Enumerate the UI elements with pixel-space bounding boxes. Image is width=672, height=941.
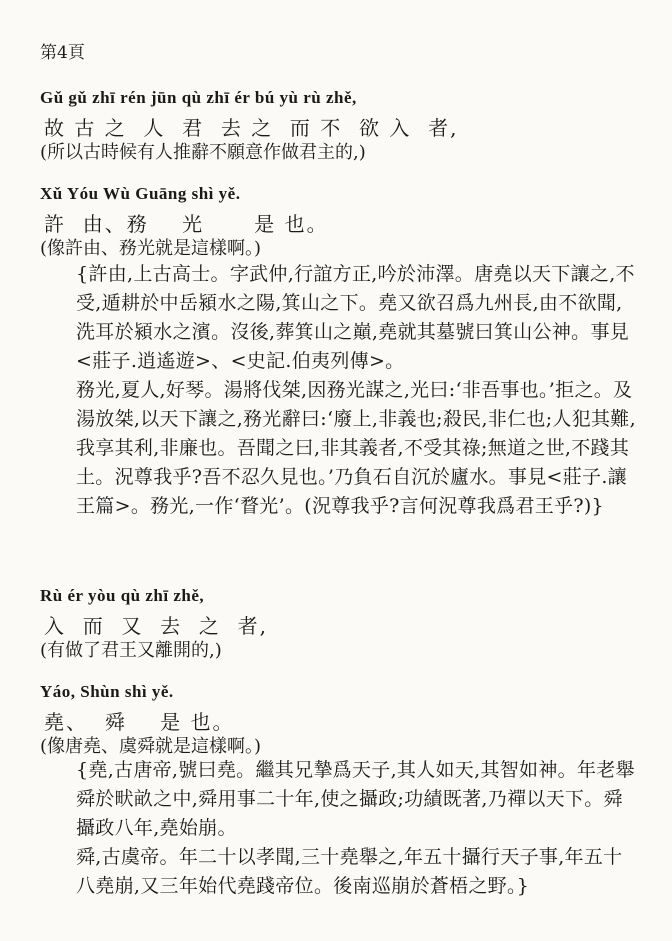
annotation-block	[76, 756, 636, 901]
annotation-paragraph: {許由,上古高士。字武仲,行誼方正,吟於沛澤。唐堯以天下讓之,不受,遁耕於中岳潁水之陽,箕山之下。堯又欲召爲九州長,由不欲聞,洗耳於潁水之濱。沒後,葬箕山之巔,堯就其墓號曰箕山公神。事見<莊子.逍遙遊>、<史記.伯夷列傳>。	[76, 263, 635, 372]
hanzi-line: 許 由、務 光 是 也。	[44, 212, 329, 236]
hanzi-line: 入 而 又 去 之 者,	[44, 614, 268, 638]
gloss-line: (像許由、務光就是這樣啊。)	[40, 238, 262, 259]
annotation-paragraph: 務光,夏人,好琴。湯將伐桀,因務光謀之,光曰:‘非吾事也。’拒之。及湯放桀,以天下讓之,務光辭曰:‘廢上,非義也;殺民,非仁也;人犯其難,我享其利,非廉也。吾聞之曰,非其義者,不受其祿;無道之世,不踐其土。況尊我乎?吾不忍久見也。’乃負石自沉於廬水。事見<莊子.讓王篇>。務光,一作‘瞀光’。(況尊我乎?言何況尊我爲君王乎?)}	[76, 379, 636, 517]
annotation-paragraph: {堯,古唐帝,號曰堯。繼其兄摯爲天子,其人如天,其智如神。年老舉舜於畎畝之中,舜用事二十年,使之攝政;功績既著,乃禪以天下。舜攝政八年,堯始崩。	[76, 759, 635, 839]
hanzi-line: 堯、 舜 是 也。	[44, 710, 235, 734]
annotation-paragraph: 舜,古虞帝。年二十以孝聞,三十堯舉之,年五十攝行天子事,年五十八堯崩,又三年始代堯踐帝位。後南巡崩於蒼梧之野。}	[76, 846, 623, 897]
gloss-line: (所以古時候有人推辭不願意作做君主的,)	[40, 142, 366, 163]
gloss-line: (像唐堯、虞舜就是這樣啊。)	[40, 736, 262, 757]
pinyin-line: Rù ér yòu qù zhī zhě,	[40, 586, 205, 605]
pinyin-line: Gǔ gǔ zhī rén jūn qù zhī ér bú yù rù zhě,	[40, 88, 357, 107]
pinyin-line: Xǔ Yóu Wù Guāng shì yě.	[40, 184, 241, 203]
page-number: 第4頁	[40, 43, 85, 63]
pinyin-line: Yáo, Shùn shì yě.	[40, 682, 174, 701]
hanzi-line: 故 古 之 人 君 去 之 而 不 欲 入 者,	[44, 116, 459, 140]
gloss-line: (有做了君王又離開的,)	[40, 640, 222, 661]
annotation-block	[76, 260, 636, 521]
